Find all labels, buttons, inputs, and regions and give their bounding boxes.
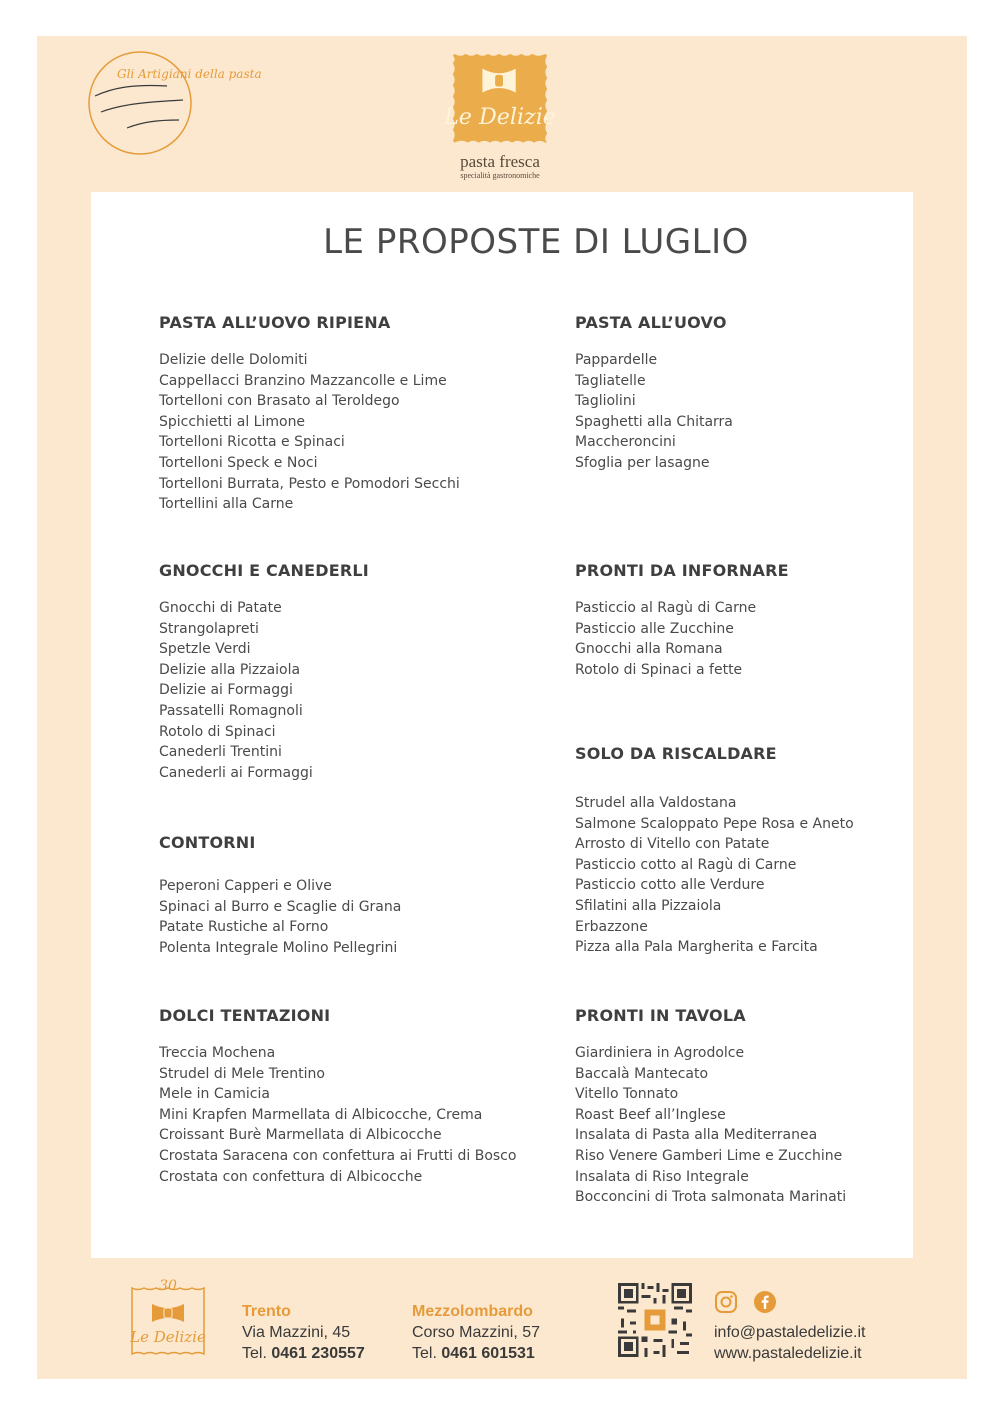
list-item: Pizza alla Pala Margherita e Farcita bbox=[575, 939, 818, 956]
list-item: Delizie ai Formaggi bbox=[159, 682, 293, 699]
le-delizie-logo bbox=[444, 52, 556, 180]
page-title: LE PROPOSTE DI LUGLIO bbox=[323, 222, 749, 262]
list-item: Tortelloni Speck e Noci bbox=[159, 454, 318, 471]
svg-text:Le Delizie: Le Delizie bbox=[444, 104, 556, 131]
list-item: Sfilatini alla Pizzaiola bbox=[575, 897, 722, 914]
list-item: Giardiniera in Agrodolce bbox=[575, 1045, 745, 1061]
list-item: Strudel alla Valdostana bbox=[575, 795, 737, 811]
shop-phone: Tel. 0461 230557 bbox=[242, 1345, 365, 1362]
section-pasta-ripiena bbox=[159, 313, 460, 515]
list-item: Pasticcio alle Zucchine bbox=[575, 620, 734, 637]
list-item: Insalata di Pasta alla Mediterranea bbox=[575, 1127, 818, 1144]
list-item: Croissant Burè Marmellata di Albicocche bbox=[159, 1127, 442, 1144]
list-item: Delizie delle Dolomiti bbox=[159, 352, 308, 368]
list-item: Gnocchi alla Romana bbox=[575, 641, 723, 658]
subtagline: specialità gastronomiche bbox=[460, 171, 540, 180]
email-link[interactable]: info@pastaledelizie.it bbox=[714, 1324, 866, 1341]
section-heading: CONTORNI bbox=[159, 833, 256, 852]
section-heading: DOLCI TENTAZIONI bbox=[159, 1006, 331, 1025]
section-dolci-tentazioni bbox=[159, 1006, 516, 1187]
list-item: Tortelloni Ricotta e Spinaci bbox=[159, 434, 345, 451]
list-item: Patate Rustiche al Forno bbox=[159, 919, 329, 936]
shop-phone: Tel. 0461 601531 bbox=[412, 1345, 535, 1362]
logo-gli: Gli Artigiani della pasta bbox=[117, 67, 262, 81]
list-item: Canederli Trentini bbox=[159, 744, 282, 761]
shop-address: Via Mazzini, 45 bbox=[242, 1324, 351, 1341]
svg-text:Le Delizie: Le Delizie bbox=[130, 1328, 206, 1346]
list-item: Roast Beef all’Inglese bbox=[575, 1106, 726, 1123]
qr-code[interactable] bbox=[618, 1283, 692, 1357]
shop-city: Trento bbox=[242, 1303, 291, 1320]
list-item: Gnocchi di Patate bbox=[159, 600, 282, 616]
section-gnocchi-canederli bbox=[159, 561, 369, 783]
list-item: Passatelli Romagnoli bbox=[159, 702, 303, 719]
content-card bbox=[91, 192, 913, 1258]
list-item: Polenta Integrale Molino Pellegrini bbox=[159, 939, 398, 956]
website-link[interactable]: www.pastaledelizie.it bbox=[714, 1345, 862, 1362]
list-item: Tagliatelle bbox=[575, 372, 646, 389]
list-item: Tortellini alla Carne bbox=[159, 496, 294, 513]
section-solo-da-riscaldare bbox=[575, 744, 854, 958]
list-item: Mele in Camicia bbox=[159, 1086, 270, 1103]
shop-city: Mezzolombardo bbox=[412, 1303, 533, 1320]
list-item: Rotolo di Spinaci a fette bbox=[575, 661, 743, 678]
section-heading: GNOCCHI E CANEDERLI bbox=[159, 561, 369, 580]
list-item: Riso Venere Gamberi Lime e Zucchine bbox=[575, 1147, 843, 1164]
list-item: Tortelloni con Brasato al Teroldego bbox=[159, 393, 400, 410]
list-item: Sfoglia per lasagne bbox=[575, 454, 710, 471]
list-item: Baccalà Mantecato bbox=[575, 1065, 709, 1082]
list-item: Mini Krapfen Marmellata di Albicocche, Crema bbox=[159, 1106, 483, 1123]
list-item: Pappardelle bbox=[575, 352, 658, 368]
list-item: Rotolo di Spinaci bbox=[159, 723, 276, 740]
list-item: Spaghetti alla Chitarra bbox=[575, 413, 733, 430]
section-pronti-in-tavola bbox=[575, 1006, 846, 1208]
list-item: Spicchietti al Limone bbox=[159, 413, 306, 430]
anniversary-logo bbox=[128, 1278, 208, 1358]
section-heading: PASTA ALL’UOVO RIPIENA bbox=[159, 313, 391, 332]
section-pronti-da-infornare bbox=[575, 561, 789, 680]
contact-info bbox=[714, 1322, 865, 1364]
list-item: Vitello Tonnato bbox=[575, 1086, 679, 1103]
list-item: Erbazzone bbox=[575, 918, 648, 935]
list-item: Pasticcio cotto al Ragù di Carne bbox=[575, 856, 797, 873]
list-item: Peperoni Capperi e Olive bbox=[159, 878, 332, 894]
list-item: Arrosto di Vitello con Patate bbox=[575, 836, 770, 853]
list-item: Insalata di Riso Integrale bbox=[575, 1168, 749, 1185]
list-item: Maccheroncini bbox=[575, 434, 676, 451]
list-item: Salmone Scaloppato Pepe Rosa e Aneto bbox=[575, 815, 854, 832]
list-item: Canederli ai Formaggi bbox=[159, 764, 313, 781]
shop-trento bbox=[242, 1302, 365, 1364]
list-item: Treccia Mochena bbox=[159, 1045, 276, 1061]
list-item: Crostata Saracena con confettura ai Frutti di Bosco bbox=[159, 1147, 517, 1164]
list-item: Pasticcio cotto alle Verdure bbox=[575, 877, 765, 894]
list-item: Crostata con confettura di Albicocche bbox=[159, 1168, 423, 1185]
section-contorni bbox=[159, 833, 401, 958]
list-item: Strangolapreti bbox=[159, 620, 259, 637]
tagline: pasta fresca bbox=[460, 152, 540, 171]
list-item: Spetzle Verdi bbox=[159, 641, 251, 658]
section-heading: PRONTI IN TAVOLA bbox=[575, 1006, 746, 1025]
section-heading: SOLO DA RISCALDARE bbox=[575, 744, 777, 763]
list-item: Strudel di Mele Trentino bbox=[159, 1065, 325, 1082]
list-item: Pasticcio al Ragù di Carne bbox=[575, 600, 757, 616]
list-item: Spinaci al Burro e Scaglie di Grana bbox=[159, 898, 402, 915]
instagram-icon[interactable] bbox=[714, 1290, 738, 1314]
shop-mezzolombardo bbox=[412, 1302, 540, 1364]
svg-text:30: 30 bbox=[159, 1278, 177, 1294]
section-heading: PASTA ALL’UOVO bbox=[575, 313, 727, 332]
list-item: Tortelloni Burrata, Pesto e Pomodori Secchi bbox=[159, 475, 460, 492]
section-heading: PRONTI DA INFORNARE bbox=[575, 561, 789, 580]
list-item: Delizie alla Pizzaiola bbox=[159, 661, 301, 678]
shop-address: Corso Mazzini, 57 bbox=[412, 1324, 541, 1341]
section-pasta-uovo bbox=[575, 313, 733, 474]
list-item: Bocconcini di Trota salmonata Marinati bbox=[575, 1189, 847, 1206]
artigiani-della-pasta-logo bbox=[87, 50, 262, 156]
list-item: Tagliolini bbox=[575, 393, 636, 410]
list-item: Cappellacci Branzino Mazzancolle e Lime bbox=[159, 372, 447, 389]
facebook-icon[interactable] bbox=[753, 1290, 777, 1314]
